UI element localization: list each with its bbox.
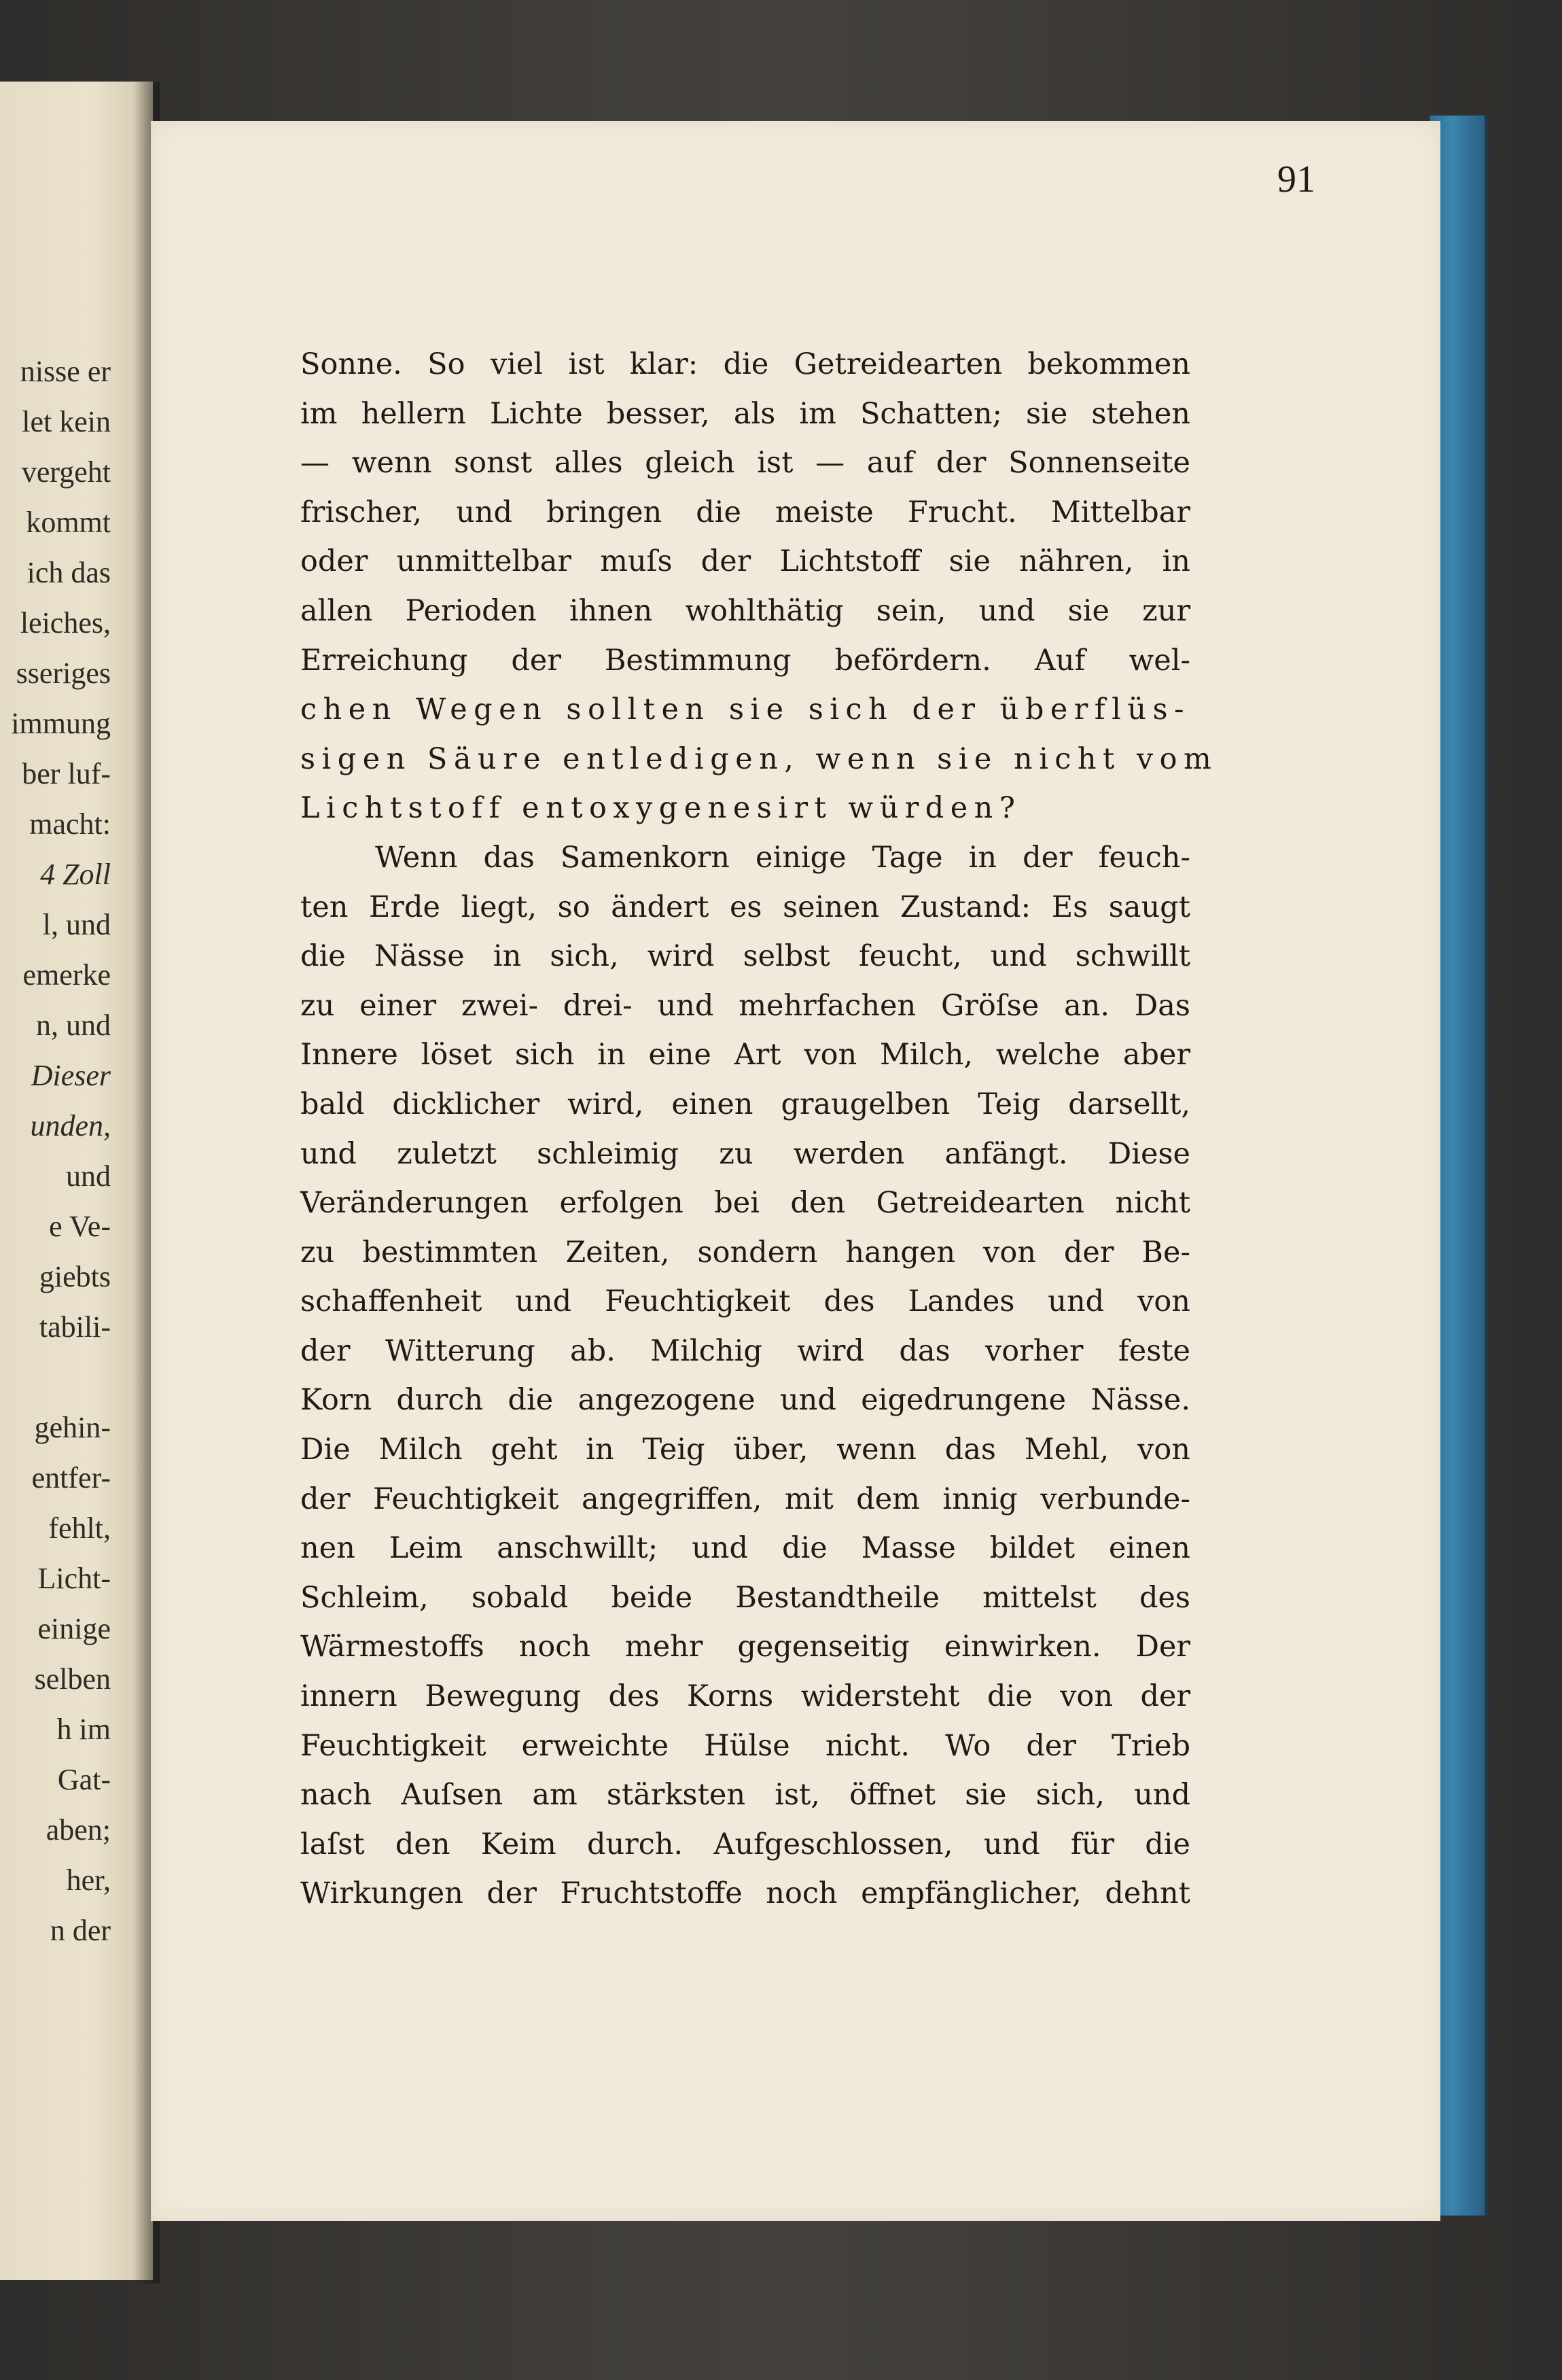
text-line: der Feuchtigkeit angegriffen, mit dem innig verbunde- — [300, 1482, 1190, 1516]
left-line: Gat- — [57, 1763, 111, 1796]
text-line: und zuletzt schleimig zu werden anfängt. Diese — [300, 1136, 1190, 1171]
left-line: her, — [66, 1863, 111, 1897]
left-line: aben; — [46, 1813, 111, 1847]
text-line: allen Perioden ihnen wohlthätig sein, und sie zur — [300, 593, 1190, 628]
body-text — [300, 340, 1218, 1919]
left-line: kommt — [26, 506, 111, 539]
left-line: ber luf- — [22, 757, 111, 790]
left-line: einige — [37, 1612, 111, 1645]
text-line: Sonne. So viel ist klar: die Getreidearten bekommen — [300, 347, 1190, 381]
text-line: Korn durch die angezogene und eigedrungene Nässe. — [300, 1383, 1190, 1418]
text-line: nach Auſsen am stärksten ist, öffnet sie sich, und — [300, 1778, 1190, 1813]
left-line — [0, 1352, 153, 1403]
text-line: zu bestimmten Zeiten, sondern hangen von der Be- — [300, 1235, 1190, 1270]
text-line: chen Wegen sollten sie sich der überflüs- — [300, 693, 1190, 727]
left-line: immung — [11, 707, 111, 740]
left-line: sseriges — [16, 657, 111, 690]
left-line: selben — [34, 1662, 111, 1696]
left-line: h im — [56, 1713, 111, 1746]
text-line: Die Milch geht in Teig über, wenn das Mehl, von — [300, 1433, 1190, 1467]
page-number: 91 — [1277, 158, 1315, 200]
left-page-text — [0, 347, 153, 1956]
text-line: laſst den Keim durch. Aufgeschlossen, und für die — [300, 1827, 1190, 1861]
left-line: und — [66, 1159, 111, 1193]
left-line: n der — [50, 1914, 111, 1947]
text-line: im hellern Lichte besser, als im Schatten; sie stehen — [300, 396, 1190, 431]
text-line: Wärmestoffs noch mehr gegenseitig einwirken. Der — [300, 1630, 1190, 1664]
text-line: — wenn sonst alles gleich ist — auf der Sonnenseite — [300, 446, 1190, 480]
left-line: ich das — [26, 556, 111, 589]
text-line: Lichtstoff entoxygenesirt würden? — [300, 791, 1022, 826]
text-line: Veränderungen erfolgen bei den Getreidearten nicht — [300, 1186, 1190, 1221]
text-line: frischer, und bringen die meiste Frucht. Mittelbar — [300, 495, 1190, 529]
left-line: vergeht — [21, 455, 111, 489]
text-line: Innere löset sich in eine Art von Milch, welche aber — [300, 1038, 1190, 1072]
left-line: fehlt, — [48, 1511, 111, 1545]
left-line: Dieser — [31, 1059, 111, 1092]
text-line: ten Erde liegt, so ändert es seinen Zustand: Es saugt — [300, 890, 1190, 924]
text-line: innern Bewegung des Korns widersteht die von der — [300, 1679, 1190, 1714]
left-line: macht: — [29, 807, 111, 841]
left-line: gehin- — [34, 1411, 111, 1444]
left-line: entfer- — [31, 1461, 111, 1494]
left-line: Licht- — [37, 1562, 111, 1595]
text-line: Feuchtigkeit erweichte Hülse nicht. Wo der Trieb — [300, 1728, 1190, 1763]
left-line: n, und — [36, 1009, 111, 1042]
text-line: Erreichung der Bestimmung befördern. Auf wel- — [300, 643, 1190, 678]
left-line: nisse er — [20, 355, 111, 388]
text-line: zu einer zwei- drei- und mehrfachen Gröſse an. Das — [300, 988, 1190, 1023]
text-line: sigen Säure entledigen, wenn sie nicht vom — [300, 741, 1218, 776]
left-line: unden, — [30, 1109, 111, 1142]
left-line: leiches, — [20, 606, 111, 640]
left-line: emerke — [22, 958, 111, 992]
text-line: nen Leim anschwillt; und die Masse bildet einen — [300, 1531, 1190, 1566]
text-line: Wirkungen der Fruchtstoffe noch empfänglicher, dehnt — [300, 1876, 1190, 1911]
text-line: der Witterung ab. Milchig wird das vorher feste — [300, 1333, 1190, 1368]
left-line: tabili- — [39, 1310, 111, 1344]
text-line: oder unmittelbar muſs der Lichtstoff sie nähren, in — [300, 544, 1190, 579]
left-facing-page — [0, 82, 153, 2280]
left-line: giebts — [39, 1260, 111, 1293]
left-line: 4 Zoll — [40, 858, 111, 891]
text-line: die Nässe in sich, wird selbst feucht, und schwillt — [300, 939, 1190, 974]
text-line: Wenn das Samenkorn einige Tage in der feuch- — [375, 840, 1190, 875]
text-line: Schleim, sobald beide Bestandtheile mittelst des — [300, 1580, 1190, 1615]
text-line: bald dicklicher wird, einen graugelben Teig darsellt, — [300, 1087, 1190, 1121]
left-line: e Ve- — [49, 1210, 111, 1243]
left-line: let kein — [22, 405, 111, 438]
left-line: l, und — [42, 908, 111, 941]
text-line: schaffenheit und Feuchtigkeit des Landes und von — [300, 1284, 1190, 1319]
